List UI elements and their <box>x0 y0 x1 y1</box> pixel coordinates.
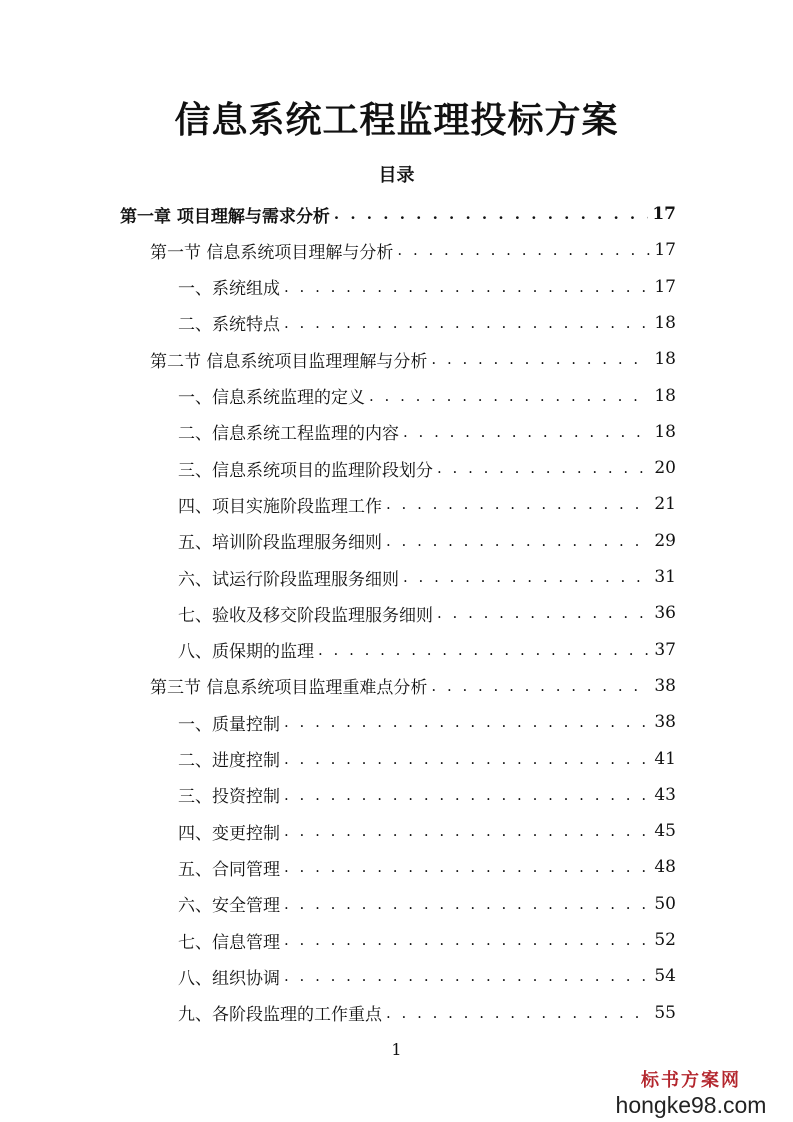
toc-entry-page: 20 <box>654 458 676 479</box>
toc-dot-leader <box>386 532 650 550</box>
toc-entry-page: 17 <box>652 204 676 224</box>
toc-dot-leader <box>284 822 650 840</box>
toc-entry[interactable] <box>178 305 676 341</box>
toc-entry-label: 七、验收及移交阶段监理服务细则 <box>178 605 433 626</box>
toc-heading: 目录 <box>378 165 415 186</box>
toc-entry-page: 17 <box>654 240 676 261</box>
toc-entry-page: 37 <box>654 639 676 660</box>
toc-entry-page: 48 <box>654 857 676 878</box>
toc-dot-leader <box>369 387 650 405</box>
toc-entry-page: 17 <box>654 276 676 297</box>
toc-entry-label: 二、信息系统工程监理的内容 <box>178 424 399 445</box>
watermark-text: 标书方案网 <box>641 1070 741 1091</box>
toc-entry-page: 41 <box>654 748 676 769</box>
toc-dot-leader <box>386 495 650 513</box>
toc-entry-page: 54 <box>654 966 676 987</box>
toc-entry[interactable] <box>178 741 676 777</box>
toc-entry-page: 55 <box>654 1002 676 1023</box>
toc-dot-leader <box>318 641 650 659</box>
toc-dot-leader <box>284 858 650 876</box>
toc-dot-leader <box>397 241 650 259</box>
toc-entry-label: 五、合同管理 <box>178 859 280 880</box>
toc-entry-page: 43 <box>654 784 676 805</box>
toc-entry[interactable] <box>150 668 676 704</box>
toc-entry-page: 50 <box>654 893 676 914</box>
toc-dot-leader <box>403 568 650 586</box>
toc-entry[interactable] <box>178 595 676 631</box>
toc-entry[interactable] <box>178 559 676 595</box>
document-title: 信息系统工程监理投标方案 <box>174 99 619 141</box>
toc-entry[interactable] <box>150 232 676 268</box>
toc-entry[interactable] <box>178 849 676 885</box>
toc-entry-page: 18 <box>654 385 676 406</box>
toc-entry-page: 18 <box>654 421 676 442</box>
toc-entry[interactable] <box>120 196 676 232</box>
toc-entry-label: 六、试运行阶段监理服务细则 <box>178 569 399 590</box>
toc-dot-leader <box>284 278 650 296</box>
toc-dot-leader <box>403 423 650 441</box>
watermark-logo <box>601 1070 781 1118</box>
toc-dot-leader <box>284 786 650 804</box>
toc-entry-label: 七、信息管理 <box>178 932 280 953</box>
toc-entry-label: 一、信息系统监理的定义 <box>178 388 365 408</box>
toc-entry-label: 四、变更控制 <box>178 823 280 844</box>
toc-entry-label: 八、质保期的监理 <box>178 642 314 663</box>
toc-entry[interactable] <box>178 958 676 994</box>
toc-entry[interactable] <box>178 995 676 1031</box>
toc-entry-page: 52 <box>654 930 676 950</box>
toc-entry-page: 29 <box>654 530 676 551</box>
toc-entry-label: 第一节 信息系统项目理解与分析 <box>150 242 394 263</box>
toc-entry[interactable] <box>178 450 676 486</box>
toc-dot-leader <box>284 314 650 332</box>
toc-entry-label: 六、安全管理 <box>178 896 280 917</box>
toc-entry-label: 一、质量控制 <box>178 714 280 735</box>
toc-entry[interactable] <box>178 922 676 958</box>
toc-dot-leader <box>284 713 650 731</box>
toc-entry-page: 21 <box>654 494 676 515</box>
toc-entry[interactable] <box>178 269 676 305</box>
toc-dot-leader <box>284 967 650 985</box>
toc-dot-leader <box>437 459 650 477</box>
toc-entry[interactable] <box>178 813 676 849</box>
toc-dot-leader <box>284 895 650 913</box>
toc-entry[interactable] <box>178 632 676 668</box>
watermark-url: hongke98.com <box>615 1092 767 1118</box>
toc-entry[interactable] <box>178 886 676 922</box>
toc-entry-label: 三、信息系统项目的监理阶段划分 <box>178 460 433 481</box>
toc-entry-page: 38 <box>654 675 676 696</box>
toc-entry-label: 二、进度控制 <box>178 751 280 771</box>
toc-dot-leader <box>437 604 650 622</box>
toc-entry-label: 九、各阶段监理的工作重点 <box>178 1005 382 1026</box>
toc-entry-label: 三、投资控制 <box>178 787 280 808</box>
page-number: 1 <box>391 1040 402 1059</box>
toc-entry-label: 第二节 信息系统项目监理理解与分析 <box>150 351 428 372</box>
toc-entry[interactable] <box>178 704 676 740</box>
toc-entry-page: 38 <box>654 712 676 733</box>
toc-dot-leader <box>386 1004 650 1022</box>
toc-entry[interactable] <box>178 378 676 414</box>
toc-entry-page: 31 <box>654 567 676 587</box>
toc-dot-leader <box>431 350 650 368</box>
toc-entry[interactable] <box>178 523 676 559</box>
toc-entry-label: 第三节 信息系统项目监理重难点分析 <box>150 678 428 699</box>
toc-dot-leader <box>284 750 650 768</box>
toc-entry-label: 二、系统特点 <box>178 315 280 336</box>
toc-entry-label: 八、组织协调 <box>178 968 280 989</box>
toc-dot-leader <box>334 205 648 223</box>
toc-dot-leader <box>284 931 650 949</box>
toc-dot-leader <box>431 677 650 695</box>
toc-entry-label: 四、项目实施阶段监理工作 <box>178 496 382 517</box>
toc-entry-page: 45 <box>654 821 676 842</box>
toc-entry[interactable] <box>178 486 676 522</box>
toc-entry[interactable] <box>178 777 676 813</box>
toc-entry-label: 五、培训阶段监理服务细则 <box>178 533 382 554</box>
toc-entry-page: 18 <box>654 312 676 333</box>
toc-entry[interactable] <box>178 414 676 450</box>
toc-entry-page: 36 <box>654 603 676 624</box>
toc-entry-label: 一、系统组成 <box>178 279 280 300</box>
toc-entry-label: 第一章 项目理解与需求分析 <box>120 206 330 227</box>
toc-entry-page: 18 <box>654 349 676 370</box>
toc-entry[interactable] <box>150 341 676 377</box>
